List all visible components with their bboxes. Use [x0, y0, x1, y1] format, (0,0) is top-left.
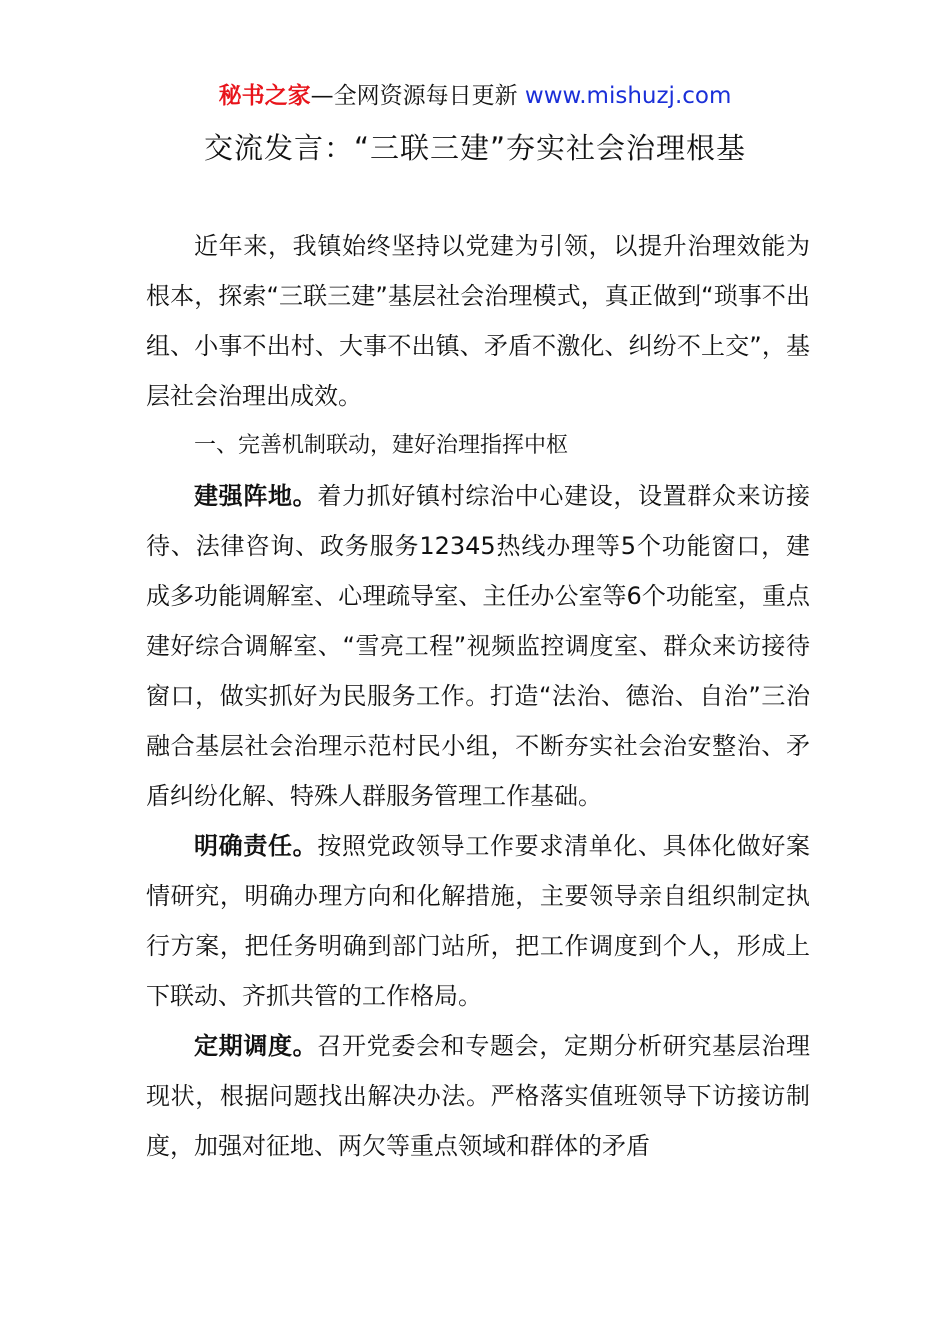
- document-title: 交流发言：“三联三建”夯实社会治理根基: [203, 131, 747, 165]
- section-heading: 一、完善机制联动，建好治理指挥中枢: [194, 433, 569, 458]
- paragraph-text: 着力抓好镇村综治中心建设，设置群众来访接待、法律咨询、政务服务12345热线办理等5个功能窗口，建成多功能调解室、心理疏导室、主任办公室等6个功能室，重点建好综合调解室、“雪亮工程”视频监控调度室、群众来访接待窗口，做实抓好为民服务工作。打造“法治、德治、自治”三治融合基层社会治理示范村民小组，不断夯实社会治安整治、矛盾纠纷化解、特殊人群服务管理工作基础。: [146, 482, 811, 810]
- paragraph-clarify-responsibility: [146, 821, 810, 1021]
- paragraph-text: 召开党委会和专题会，定期分析研究基层治理现状，根据问题找出解决办法。严格落实值班领导下访接访制度，加强对征地、两欠等重点领域和群体的矛盾: [146, 1032, 811, 1160]
- site-banner: [0, 80, 950, 112]
- banner-tagline: —全网资源每日更新: [310, 83, 518, 109]
- document-body: [146, 221, 810, 1171]
- banner-brand: 秘书之家: [218, 83, 311, 109]
- paragraph-lead: 定期调度。: [194, 1032, 318, 1060]
- paragraph-regular-scheduling: [146, 1021, 810, 1171]
- paragraph-lead: 建强阵地。: [194, 482, 318, 510]
- paragraph-text: 按照党政领导工作要求清单化、具体化做好案情研究，明确办理方向和化解措施，主要领导亲自组织制定执行方案，把任务明确到部门站所，把工作调度到个人，形成上下联动、齐抓共管的工作格局。: [146, 832, 811, 1010]
- paragraph-lead: 明确责任。: [194, 832, 318, 860]
- paragraph-build-position: [146, 471, 810, 821]
- intro-paragraph: 近年来，我镇始终坚持以党建为引领，以提升治理效能为根本，探索“三联三建”基层社会治理模式，真正做到“琐事不出组、小事不出村、大事不出镇、矛盾不激化、纠纷不上交”，基层社会治理出成效。: [146, 232, 810, 410]
- banner-url: www.mishuzj.com: [524, 83, 732, 109]
